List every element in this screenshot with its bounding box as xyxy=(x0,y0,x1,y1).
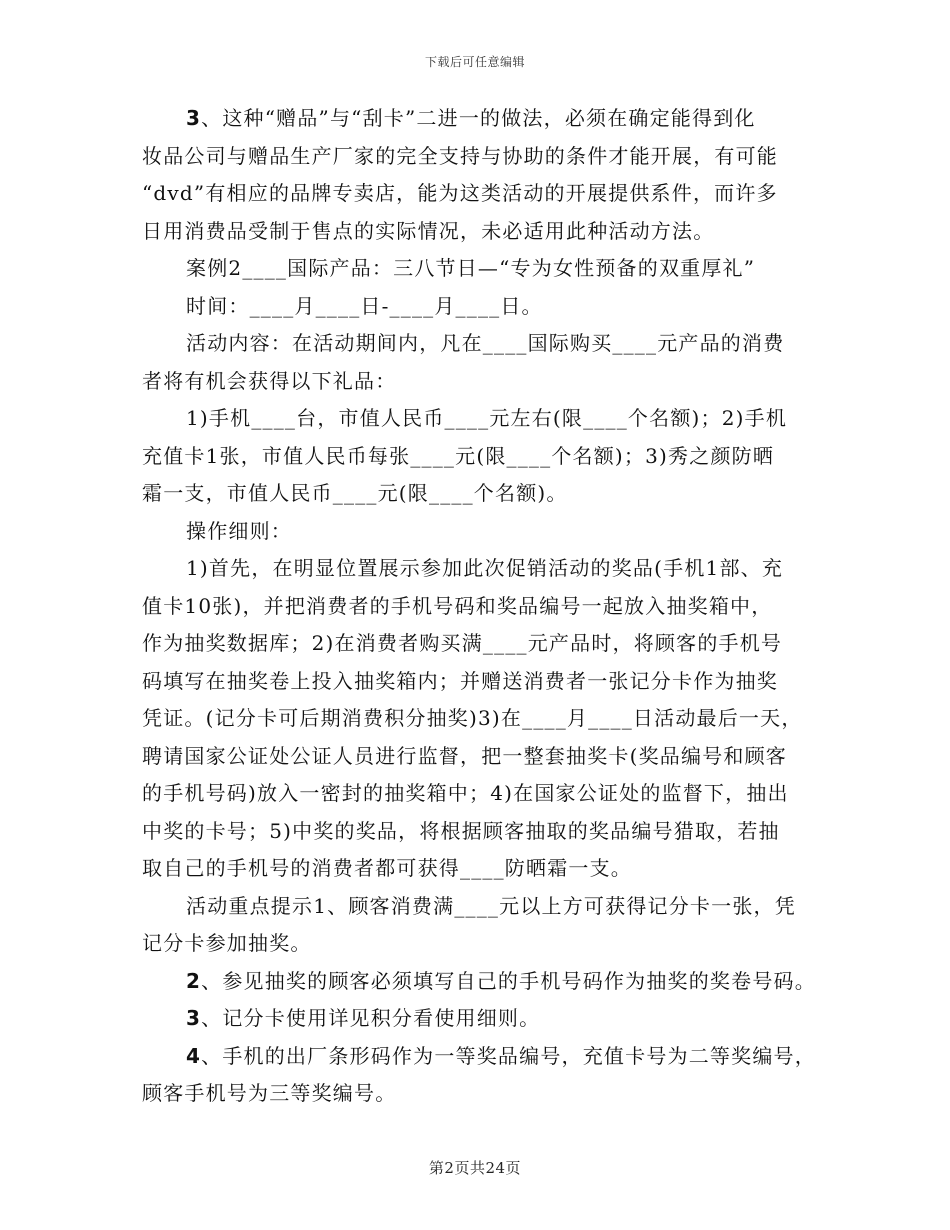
line-text: 活动内容：在活动期间内，凡在____国际购买____元产品的消费 xyxy=(186,331,785,355)
line-text: 、参见抽奖的顾客必须填写自己的手机号码作为抽奖的奖卷号码。 xyxy=(201,968,816,993)
line-text: 作为抽奖数据库；2)在消费者购买满____元产品时，将顾客的手机号 xyxy=(142,631,783,655)
text-line xyxy=(142,550,822,588)
text-line xyxy=(142,250,822,288)
list-number: 3 xyxy=(186,106,202,130)
line-text: 1)首先，在明显位置展示参加此次促销活动的奖品(手机1部、充 xyxy=(186,556,784,580)
line-text: 、记分卡使用详见积分看使用细则。 xyxy=(201,1006,541,1030)
text-line xyxy=(142,925,822,963)
line-text: 者将有机会获得以下礼品： xyxy=(142,368,397,393)
line-text: 、手机的出厂条形码作为一等奖品编号，充值卡号为二等奖编号， xyxy=(201,1043,816,1068)
line-text: 日用消费品受制于售点的实际情况，未必适用此种活动方法。 xyxy=(142,218,715,243)
text-line xyxy=(142,588,822,626)
text-line xyxy=(142,288,822,326)
line-text: 充值卡1张，市值人民币每张____元(限____个名额)；3)秀之颜防晒 xyxy=(142,443,775,468)
text-line xyxy=(142,138,822,176)
line-text: 中奖的卡号；5)中奖的奖品，将根据顾客抽取的奖品编号猎取，若抽 xyxy=(142,818,780,843)
line-text: 操作细则： xyxy=(186,518,292,543)
line-text: 聘请国家公证处公证人员进行监督，把一整套抽奖卡(奖品编号和顾客 xyxy=(142,743,788,768)
line-text: 1)手机____台，市值人民币____元左右(限____个名额)；2)手机 xyxy=(186,406,788,430)
text-line xyxy=(142,1075,822,1113)
text-line xyxy=(142,438,822,476)
document-body xyxy=(142,100,822,1113)
line-text: 时间：____月____日-____月____日。 xyxy=(186,293,543,318)
text-line xyxy=(142,888,822,926)
line-text: 妆品公司与赠品生产厂家的完全支持与协助的条件才能开展，有可能 xyxy=(142,143,778,168)
text-line xyxy=(142,325,822,363)
text-line xyxy=(142,100,822,138)
text-line xyxy=(142,963,822,1001)
page-footer: 第2页共24页 xyxy=(428,1159,522,1177)
line-text: “dvd”有相应的品牌专卖店，能为这类活动的开展提供系件，而许多 xyxy=(142,181,778,205)
list-number: 4 xyxy=(186,1043,202,1068)
list-number: 2 xyxy=(186,968,202,993)
text-line xyxy=(142,513,822,551)
text-line xyxy=(142,663,822,701)
line-text: 案例2____国际产品：三八节日—“专为女性预备的双重厚礼” xyxy=(186,256,756,280)
line-text: 凭证。(记分卡可后期消费积分抽奖)3)在____月____日活动最后一天， xyxy=(142,706,803,730)
line-text: 的手机号码)放入一密封的抽奖箱中；4)在国家公证处的监督下，抽出 xyxy=(142,781,789,805)
text-line xyxy=(142,363,822,401)
text-line xyxy=(142,850,822,888)
line-text: 顾客手机号为三等奖编号。 xyxy=(142,1081,397,1105)
text-line xyxy=(142,1038,822,1076)
line-text: 码填写在抽奖卷上投入抽奖箱内；并赠送消费者一张记分卡作为抽奖 xyxy=(142,668,778,693)
text-line xyxy=(142,775,822,813)
text-line xyxy=(142,700,822,738)
text-line xyxy=(142,625,822,663)
line-text: 霜一支，市值人民币____元(限____个名额)。 xyxy=(142,481,568,505)
line-text: 记分卡参加抽奖。 xyxy=(142,931,312,955)
text-line xyxy=(142,400,822,438)
text-line xyxy=(142,813,822,851)
line-text: 、这种“赠品”与“刮卡”二进一的做法，必须在确定能得到化 xyxy=(201,106,756,130)
line-text: 值卡10张)，并把消费者的手机号码和奖品编号一起放入抽奖箱中， xyxy=(142,593,773,618)
page-header: 下载后可任意编辑 xyxy=(424,55,525,69)
text-line xyxy=(142,1000,822,1038)
text-line xyxy=(142,738,822,776)
list-number: 3 xyxy=(186,1006,202,1030)
text-line xyxy=(142,213,822,251)
line-text: 活动重点提示1、顾客消费满____元以上方可获得记分卡一张，凭 xyxy=(186,893,796,918)
line-text: 取自己的手机号的消费者都可获得____防晒霜一支。 xyxy=(142,856,632,880)
text-line xyxy=(142,475,822,513)
text-line xyxy=(142,175,822,213)
